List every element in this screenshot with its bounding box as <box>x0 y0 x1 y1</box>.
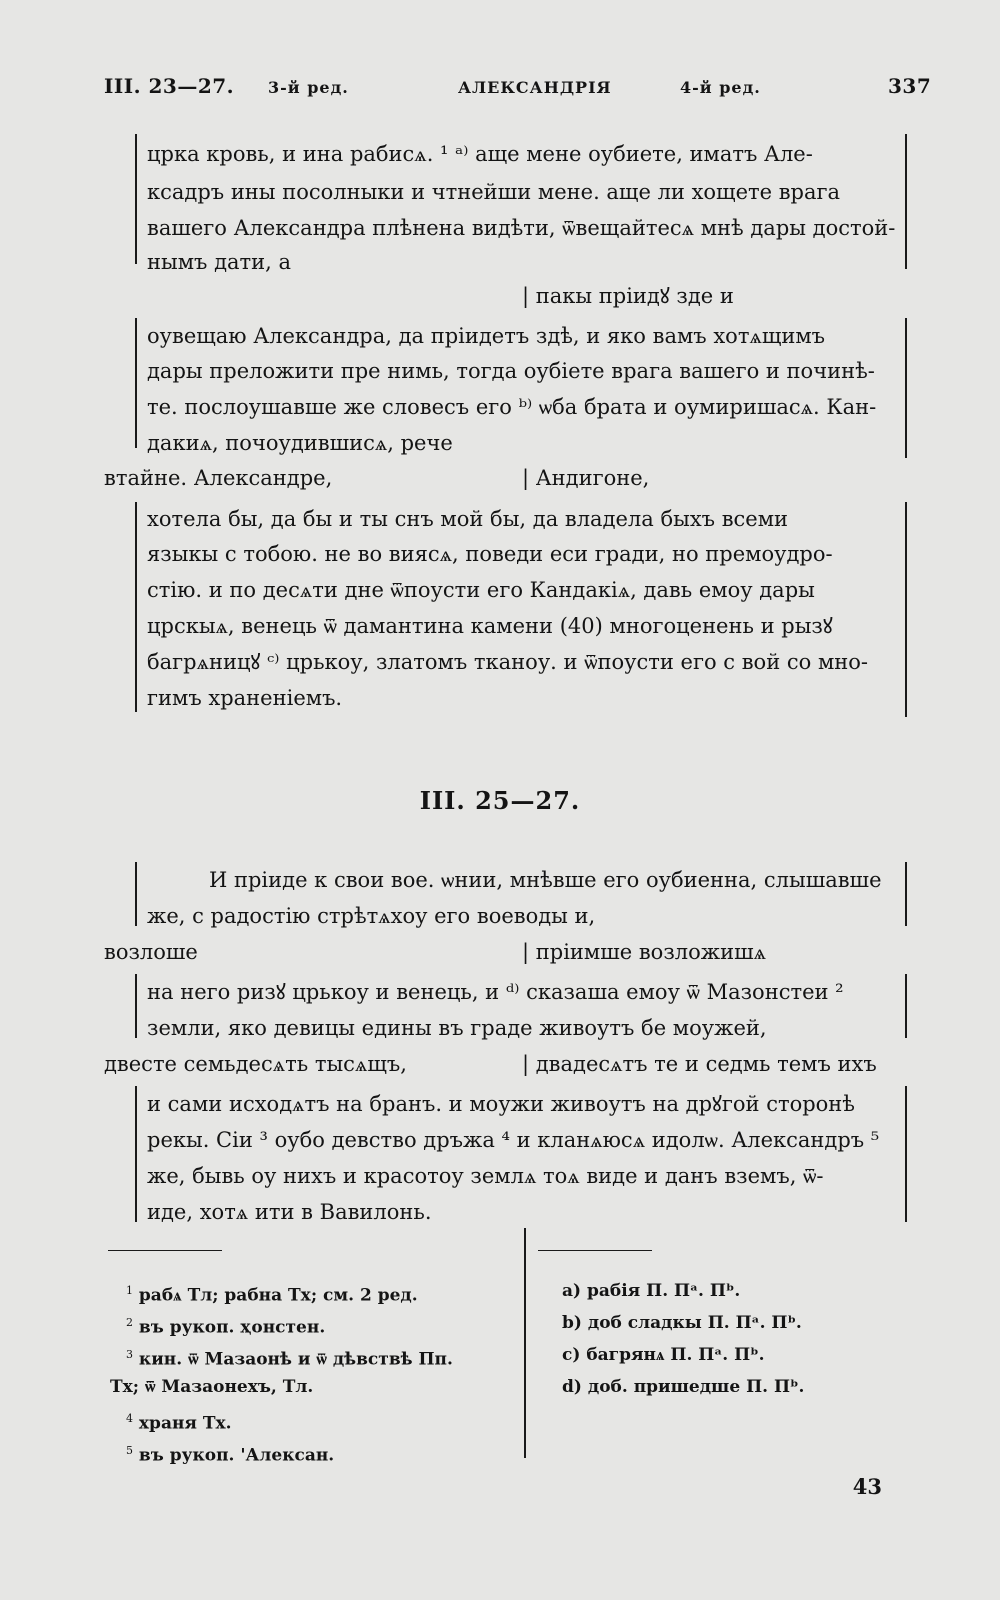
margin-bar-left <box>135 134 137 264</box>
margin-bar-left <box>135 862 137 926</box>
text-line: рекы. Сіи ³ оубо девство дръжа ⁴ и кланѧюсѧ идолѡ. Александръ ⁵ <box>147 1128 880 1152</box>
text-line: багрѧницꙋ ᶜ⁾ црькоу, златомъ тканоу. и ѿпоусти его с вой со мно- <box>147 650 869 674</box>
text-line: вашего Александра плѣнена видѣти, ѿвещайтесѧ мнѣ дары достой- <box>147 216 896 240</box>
text-line: и сами исходѧтъ на бранъ. и моужи живоутъ на дрꙋгой сторонѣ <box>147 1092 855 1116</box>
footnote: $^5$ въ рукоп. 'Алексан. <box>126 1444 335 1466</box>
variant-footnote: b) доб сладкы П. Пᵃ. Пᵇ. <box>562 1313 802 1333</box>
variant-line: | пакы пріидꙋ зде и <box>522 284 734 308</box>
footnote: $^1$ рабѧ Тл; рабна Тх; см. 2 ред. <box>126 1284 418 1306</box>
variant-left: двесте семьдесѧть тысѧщъ, <box>104 1052 407 1076</box>
margin-bar-left <box>135 502 137 712</box>
margin-bar-right <box>905 862 907 926</box>
footnote-rule-left <box>108 1250 222 1251</box>
header-right-edition: 4-й ред. <box>680 78 761 97</box>
margin-bar-right <box>905 974 907 1038</box>
footnote: $^3$ кин. ѿ Мазаонѣ и ѿ дѣвствѣ Пп. <box>126 1348 453 1370</box>
variant-footnote: c) багрянѧ П. Пᵃ. Пᵇ. <box>562 1345 765 1365</box>
header-left-ref: III. 23—27. <box>104 74 235 98</box>
text-line: ксадръ ины посолныки и чтнейши мене. аще ли хощете врага <box>147 180 841 204</box>
text-line: дары преложити пре нимь, тогда оубіете врага вашего и починѣ- <box>147 359 875 383</box>
text-line: оувещаю Александра, да пріидетъ здѣ, и яко вамъ хотѧщимъ <box>147 324 826 348</box>
text-line: те. послоушавше же словесъ его ᵇ⁾ ѡба брата и оумиришасѧ. Кан- <box>147 395 877 419</box>
text-line: гимъ храненіемъ. <box>147 686 343 710</box>
margin-bar-left <box>135 318 137 448</box>
section-heading: III. 25—27. <box>419 786 581 815</box>
text-line: на него ризꙋ црькоу и венець, и ᵈ⁾ сказаша емоу ѿ Мазонстеи ² <box>147 980 844 1004</box>
header-title: АЛЕКСАНДРІЯ <box>458 78 612 97</box>
variant-footnote: a) рабія П. Пᵃ. Пᵇ. <box>562 1281 741 1301</box>
variant-left: втайне. Александре, <box>104 466 333 490</box>
margin-bar-right <box>905 134 907 269</box>
text-line: земли, яко девицы едины въ граде живоутъ бе моужей, <box>147 1016 767 1040</box>
signature-number: 43 <box>852 1474 882 1499</box>
text-line: же, бывь оу нихъ и красотоу землѧ тоѧ виде и данъ вземъ, ѿ- <box>147 1164 824 1188</box>
text-line: И пріиде к свои вое. ѡнии, мнѣвше его оубиенна, слышавше <box>209 868 882 892</box>
margin-bar-right <box>905 318 907 458</box>
footnote: $^2$ въ рукоп. ҳонстен. <box>126 1316 326 1338</box>
text-line: црскыѧ, венець ѿ дамантина камени (40) многоценень и рызꙋ <box>147 614 833 638</box>
footnote: $^4$ храня Тх. <box>126 1412 232 1434</box>
text-line: нымъ дати, а <box>147 250 292 274</box>
text-line: дакиѧ, почоудившисѧ, рече <box>147 431 453 455</box>
margin-bar-right <box>905 1086 907 1222</box>
text-line: языкы с тобою. не во виясѧ, поведи еси гради, но премоудро- <box>147 542 833 566</box>
variant-left: возлоше <box>104 940 198 964</box>
footnote-rule-right <box>538 1250 652 1251</box>
footnote-continuation: Тх; ѿ Мазаонехъ, Тл. <box>110 1377 314 1397</box>
margin-bar-right <box>905 502 907 717</box>
text-line: стію. и по десѧти дне ѿпоусти его Кандакіѧ, давь емоу дары <box>147 578 815 602</box>
footnote-column-divider <box>524 1228 526 1458</box>
margin-bar-left <box>135 974 137 1038</box>
text-line: хотела бы, да бы и ты снъ мой бы, да владела быхъ всеми <box>147 507 789 531</box>
text-line: же, с радостію стрѣтѧхоу его воеводы и, <box>147 904 596 928</box>
margin-bar-left <box>135 1086 137 1222</box>
variant-right: | пріимше возложишѧ <box>522 940 766 964</box>
text-line: иде, хотѧ ити в Вавилонь. <box>147 1200 432 1224</box>
header-page-number: 337 <box>888 74 932 98</box>
text-line: црка кровь, и ина рабисѧ. ¹ ᵃ⁾ аще мене оубиете, иматъ Але- <box>147 142 813 166</box>
variant-right: | Андигоне, <box>522 466 650 490</box>
variant-right: | двадесѧтъ те и седмь темъ ихъ <box>522 1052 877 1076</box>
variant-footnote: d) доб. пришедше П. Пᵇ. <box>562 1377 805 1397</box>
header-left-edition: 3-й ред. <box>268 78 349 97</box>
